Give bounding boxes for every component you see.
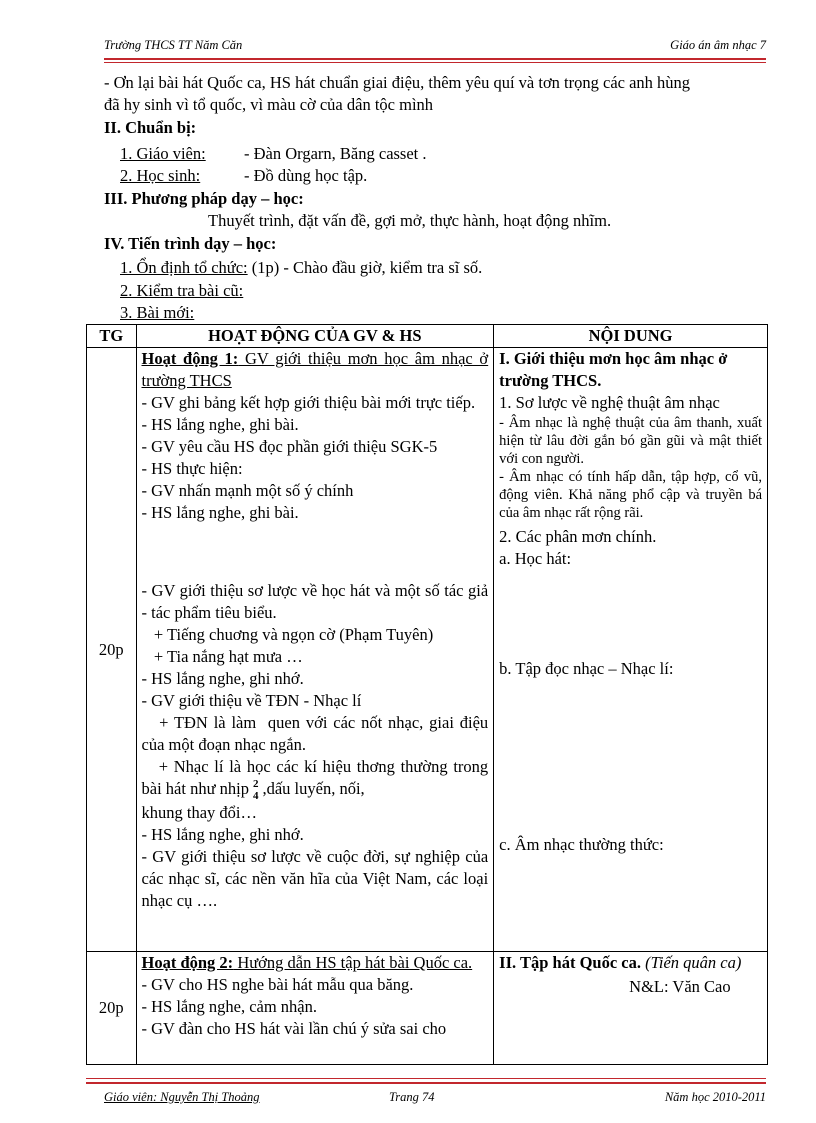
row-1-content — [494, 348, 768, 952]
section-2-title: II. Chuẩn bị: — [104, 118, 197, 137]
content-b: b. Tập đọc nhạc – Nhạc lí: — [499, 659, 674, 678]
activity-line: - GV đàn cho HS hát vài lần chú ý sửa sai cho — [141, 1019, 447, 1038]
activity-line: + Tiếng chuơng và ngọn cờ (Phạm Tuyên) — [141, 625, 434, 644]
activity-line-time-signature — [141, 756, 493, 803]
row-1-time: 20p — [87, 348, 137, 952]
time-signature-top: 2 — [252, 778, 259, 791]
activity-1-title-rest: GV giới thiệu mơn học âm nhạc ở trường THCS — [141, 349, 489, 390]
content-1-title: I. Giới thiệu mơn học âm nhạc ở trường THCS. — [499, 349, 728, 390]
step-1 — [120, 257, 482, 279]
activity-line: + Nhạc lí là học các kí hiệu thơng thường trong bài hát như nhịp — [141, 757, 493, 798]
content-2-title-bold: II. Tập hát Quốc ca. — [499, 953, 641, 972]
activity-line: - GV ghi bảng kết hợp giới thiệu bài mới trực tiếp. — [141, 393, 476, 412]
content-sub-1: 1. Sơ lược về nghệ thuật âm nhạc — [499, 393, 720, 412]
activity-1-title-bold: Hoạt động 1: — [141, 349, 239, 368]
content-2-title-italic: (Tiến quân ca) — [640, 953, 742, 972]
intro-line-2: đã hy sinh vì tổ quốc, vì màu cờ của dân tộc mình — [104, 95, 434, 114]
header-school: Trường THCS TT Năm Căn — [104, 38, 243, 52]
student-prep-text: - Đồ dùng học tập. — [244, 166, 368, 185]
step-1-label: 1. Ổn định tổ chức: — [120, 258, 248, 277]
row-2-activities — [136, 952, 494, 1065]
activity-line: + TĐN là làm quen với các nốt nhạc, giai điệu của một đoạn nhạc ngắn. — [141, 713, 493, 754]
teacher-label: 1. Giáo viên: — [120, 144, 206, 163]
header-rule-thin — [104, 62, 766, 63]
footer-year: Năm học 2010-2011 — [664, 1090, 766, 1104]
content-2-title — [499, 952, 762, 974]
footer-rule — [86, 1082, 766, 1084]
page-header — [104, 38, 766, 56]
header-subject: Giáo án âm nhạc 7 — [670, 38, 766, 52]
row-2-content — [494, 952, 768, 1065]
content-c: c. Âm nhạc thường thức: — [499, 835, 664, 854]
activity-line: + Tia nắng hạt mưa … — [141, 647, 303, 666]
activity-1-title — [142, 348, 489, 392]
time-signature — [253, 778, 259, 802]
step-2-label: 2. Kiểm tra bài cũ: — [120, 281, 244, 300]
activity-line-after-sig: ,dấu luyến, nối, — [262, 779, 365, 798]
footer-teacher: Giáo viên: Nguyễn Thị Thoảng — [104, 1090, 260, 1104]
content-sub-2: 2. Các phân mơn chính. — [499, 527, 657, 546]
student-label: 2. Học sinh: — [120, 166, 201, 185]
activity-line: - HS lắng nghe, cảm nhận. — [141, 997, 317, 1016]
row-2-time: 20p — [87, 952, 137, 1065]
row-1-activities — [136, 348, 494, 952]
activity-line: - HS thực hiện: — [141, 459, 243, 478]
activity-line: - GV nhấn mạnh một số ý chính — [141, 481, 354, 500]
intro-line-1: - Ơn lại bài hát Quốc ca, HS hát chuẩn giai điệu, thêm yêu quí và tơn trọng các anh hùng — [104, 73, 691, 92]
table-header-row — [87, 325, 768, 348]
teacher-prep-text: - Đàn Orgarn, Băng casset . — [244, 144, 427, 163]
activity-line: - GV cho HS nghe bài hát mẫu qua băng. — [141, 975, 414, 994]
header-rule — [104, 58, 766, 60]
spacer — [499, 570, 762, 658]
content-paragraph-2: - Âm nhạc có tính hấp dẫn, tập hợp, cổ vũ, động viên. Khả năng phổ cập và truyền bá của âm nhạc rất rộng rãi. — [499, 469, 762, 521]
step-1-text: (1p) - Chào đầu giờ, kiểm tra sĩ số. — [247, 258, 483, 277]
content-a: a. Học hát: — [499, 549, 572, 568]
activity-line: - HS lắng nghe, ghi nhớ. — [141, 825, 304, 845]
activity-line: - HS lắng nghe, ghi bài. — [141, 415, 299, 434]
footer-rule-thin — [86, 1078, 766, 1079]
activity-2-title-bold: Hoạt động 2: — [141, 953, 234, 972]
activity-line: - GV yêu cầu HS đọc phần giới thiệu SGK-5 — [141, 437, 438, 456]
step-3 — [120, 302, 194, 324]
footer-page: Trang 74 — [389, 1090, 435, 1104]
activity-line: - GV giới thiệu sơ lược về cuộc đời, sự nghiệp của các nhạc sĩ, các nền văn hĩa của Việt Nam, các loại nhạc cụ …. — [141, 847, 489, 911]
activity-line: khung thay đổi… — [141, 803, 257, 823]
activity-line: - HS lắng nghe, ghi nhớ. — [141, 669, 304, 688]
page-footer — [104, 1090, 766, 1108]
table-row — [87, 348, 768, 952]
header-activity: HOẠT ĐỘNG CỦA GV & HS — [136, 325, 494, 348]
step-2 — [120, 280, 243, 302]
step-3-label: 3. Bài mới: — [120, 303, 195, 322]
spacer — [499, 680, 762, 834]
time-signature-bottom: 4 — [252, 790, 259, 803]
activity-line: - HS lắng nghe, ghi bài. — [141, 503, 299, 522]
teacher-prep — [120, 143, 206, 165]
header-content: NỘI DUNG — [494, 325, 768, 348]
table-row — [87, 952, 768, 1065]
header-tg: TG — [87, 325, 137, 348]
activity-line: - GV giới thiệu sơ lược về học hát và một số tác giả - tác phẩm tiêu biểu. — [141, 581, 489, 622]
lesson-table — [86, 324, 768, 1065]
activity-2-title — [142, 952, 489, 974]
section-4-title: IV. Tiến trình dạy – học: — [104, 234, 277, 253]
content-paragraph-1: - Âm nhạc là nghệ thuật của âm thanh, xuất hiện từ lâu đời gắn bó gần gũi và mật thiết với con người. — [499, 415, 762, 467]
content-2-author: N&L: Văn Cao — [629, 977, 731, 996]
section-3-title: III. Phương pháp dạy – học: — [104, 189, 304, 208]
activity-line: - GV giới thiệu về TĐN - Nhạc lí — [141, 691, 362, 710]
section-3-text: Thuyết trình, đặt vấn đề, gợi mở, thực hành, hoạt động nhĩm. — [208, 211, 612, 230]
student-prep — [120, 165, 200, 187]
activity-2-title-rest: Hướng dẫn HS tập hát bài Quốc ca. — [233, 953, 473, 972]
spacer — [142, 524, 489, 580]
